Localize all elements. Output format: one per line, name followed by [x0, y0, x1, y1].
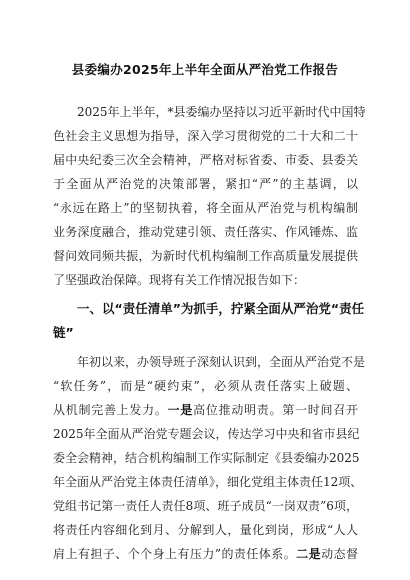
intro-line: 色社会主义思想为指导，深入学习贯彻党的二十大和二十 [53, 129, 358, 143]
body-line: “软任务”，而是“硬约束”，必须从责任落实上破题、 [53, 379, 358, 393]
body-line: 2025年全面从严治党专题会议，传达学习中央和省市县纪 [53, 427, 360, 441]
body-line: 年初以来，办领导班子深刻认识到，全面从严治党不是 [77, 355, 366, 369]
intro-line: 于全面从严治党的决策部署，紧扣“严”的主基调，以 [53, 177, 358, 191]
lead-label: 一是 [167, 403, 194, 417]
body-line [53, 402, 358, 418]
section-heading-continued: 链” [53, 325, 74, 340]
body-line [53, 546, 358, 562]
body-text: 动态督 [321, 547, 358, 561]
lead-label: 二是 [296, 547, 322, 561]
intro-line: 届中央纪委三次全会精神，严格对标省委、市委、县委关 [53, 153, 358, 167]
body-text: 从机制完善上发力。 [53, 403, 168, 417]
intro-line: 了坚强政治保障。现将有关工作情况报告如下： [53, 273, 306, 287]
intro-line: 督问效同频共振，为新时代机构编制工作高质量发展提供 [53, 249, 358, 263]
intro-line: “永远在路上”的坚韧执着，将全面从严治党与机构编制 [53, 201, 358, 215]
body-line: 委全会精神，结合机构编制工作实际制定《县委编办2025 [53, 451, 360, 465]
body-line: 将责任内容细化到月、分解到人，量化到岗，形成“人人 [53, 523, 358, 537]
body-text: 高位推动明责。第一时间召开 [193, 403, 358, 417]
intro-line: 业务深度融合，推动党建引领、责任落实、作风锤炼、监 [53, 225, 358, 239]
body-text: 肩上有担子、个个身上有压力”的责任体系。 [53, 547, 297, 561]
document-title: 县委编办2025年上半年全面从严治党工作报告 [71, 62, 339, 77]
body-line: 党组书记第一责任人责任8项、班子成员“一岗双责”6项， [53, 499, 358, 513]
section-heading: 一、以“责任清单”为抓手，拧紧全面从严治党“责任 [77, 301, 365, 316]
body-line: 年全面从严治党主体责任清单》，细化党组主体责任12项、 [53, 475, 363, 489]
intro-line: 2025年上半年，*县委编办坚持以习近平新时代中国特 [77, 105, 366, 119]
